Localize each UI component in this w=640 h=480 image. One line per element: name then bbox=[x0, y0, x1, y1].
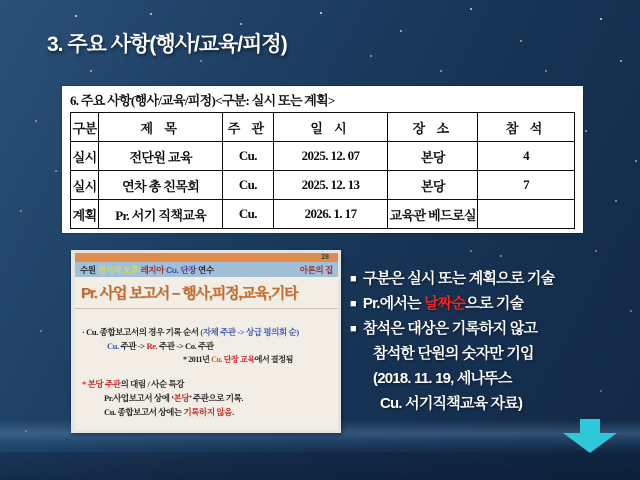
table-cell: 연차 총 친목회 bbox=[99, 171, 223, 200]
mini-slide-header-bar bbox=[75, 262, 338, 277]
slide-title: 3. 주요 사항(행사/교육/피정) bbox=[47, 33, 287, 56]
note-line: 참석한 단원의 숫자만 기입 bbox=[373, 345, 534, 362]
mini-body-footnote: * 2011년 Cu. 단장 교육에서 결정됨 bbox=[183, 355, 293, 364]
header-danjang: 단장 bbox=[180, 264, 199, 275]
mini-slide-divider bbox=[75, 308, 338, 309]
column-header: 주 관 bbox=[223, 113, 273, 142]
table-cell: 계획 bbox=[71, 200, 99, 229]
embedded-reference-slide bbox=[71, 250, 341, 433]
table-row bbox=[71, 171, 575, 200]
schedule-table-panel bbox=[62, 86, 583, 233]
note-text: Pr.에서는 날짜순으로 기술 bbox=[362, 295, 524, 312]
header-cu: Cu. bbox=[165, 264, 181, 275]
schedule-table bbox=[70, 112, 575, 229]
table-cell: 본당 bbox=[388, 142, 478, 171]
table-cell: 실시 bbox=[71, 171, 99, 200]
table-cell: 교육관 베드로실 bbox=[388, 200, 478, 229]
bullet-square-icon: ■ bbox=[350, 323, 356, 335]
mini-body-line: Pr.사업보고서 상에 ‘본당’ 주관으로 기록. bbox=[104, 393, 244, 403]
table-row bbox=[71, 142, 575, 171]
notes-list bbox=[350, 266, 638, 416]
header-region: 수원 bbox=[80, 264, 98, 275]
note-line bbox=[350, 316, 638, 341]
mini-body-line: Cu. 종합보고서 상에는 기록하지 않음. bbox=[104, 407, 234, 417]
table-cell: 2025. 12. 13 bbox=[273, 171, 388, 200]
table-cell: Pr. 서기 직책교육 bbox=[99, 200, 223, 229]
note-line: (2018. 11. 19, 세나뚜스 bbox=[373, 370, 512, 387]
bullet-square-icon: ■ bbox=[350, 298, 356, 310]
background-bottom-shade bbox=[0, 452, 640, 480]
table-row bbox=[71, 200, 575, 229]
note-line bbox=[350, 266, 638, 291]
mini-slide-title: Pr. 사업 보고서 – 행사,피정,교육,기타 bbox=[81, 285, 298, 302]
mini-slide-header-left bbox=[80, 264, 214, 276]
table-cell: 4 bbox=[478, 142, 575, 171]
table-cell: Cu. bbox=[223, 171, 273, 200]
table-cell: 본당 bbox=[388, 171, 478, 200]
mini-slide-body bbox=[75, 326, 338, 418]
table-cell: 7 bbox=[478, 171, 575, 200]
table-cell: 2026. 1. 17 bbox=[273, 200, 388, 229]
table-header-row bbox=[71, 113, 575, 142]
table-cell: 전단원 교육 bbox=[99, 142, 223, 171]
starfield-background bbox=[75, 15, 77, 17]
mini-slide-top-bar bbox=[75, 253, 338, 262]
table-cell bbox=[478, 200, 575, 229]
bullet-square-icon: ■ bbox=[350, 273, 356, 285]
table-cell: Cu. bbox=[223, 142, 273, 171]
note-text: 참석은 대상은 기록하지 않고 bbox=[362, 320, 538, 337]
mini-body-line: Cu. 주관 -> Re. 주관 -> Co. 주관 bbox=[107, 341, 214, 351]
mini-body-line: · Cu. 종합보고서의 경우 기록 순서 (자체 주관 -> 상급 평의회 순) bbox=[82, 327, 299, 337]
mini-slide-page-number: 28 bbox=[321, 254, 329, 261]
header-council: 천지의 모후 bbox=[97, 264, 141, 275]
table-caption: 6. 주요 사항(행사/교육/피정)<구분: 실시 또는 계획> bbox=[70, 93, 335, 108]
mini-body-line: * 본당 주관의 대림 / 사순 특강 bbox=[82, 379, 185, 389]
column-header: 참 석 bbox=[478, 113, 575, 142]
column-header: 장 소 bbox=[388, 113, 478, 142]
header-course: 연수 bbox=[198, 264, 214, 275]
table-cell: 실시 bbox=[71, 142, 99, 171]
column-header: 구분 bbox=[71, 113, 99, 142]
note-text: 구분은 실시 또는 계획으로 기술 bbox=[362, 270, 555, 287]
header-legia: 레지아 bbox=[140, 264, 166, 275]
down-arrow-icon bbox=[563, 419, 617, 453]
note-line: Cu. 서기직책교육 자료) bbox=[380, 395, 523, 412]
column-header: 일 시 bbox=[273, 113, 388, 142]
highlight-red-text: 날짜순 bbox=[424, 295, 466, 312]
mini-slide-header-right: 아론의 집 bbox=[299, 264, 333, 275]
note-line bbox=[350, 291, 638, 316]
column-header: 제 목 bbox=[99, 113, 223, 142]
table-cell: 2025. 12. 07 bbox=[273, 142, 388, 171]
table-cell: Cu. bbox=[223, 200, 273, 229]
